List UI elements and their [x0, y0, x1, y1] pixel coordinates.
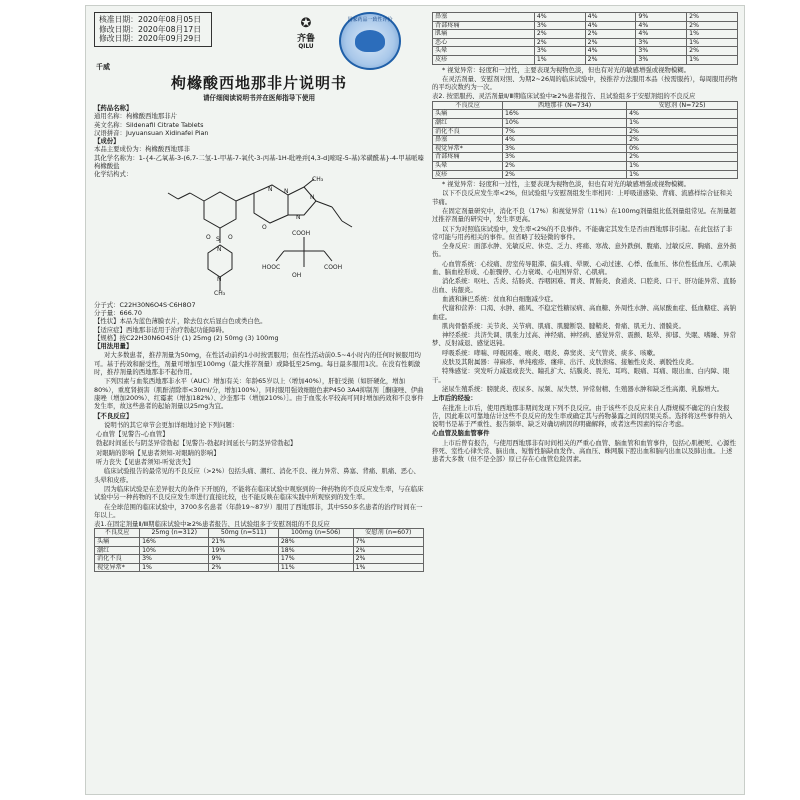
table-cell: 9% — [636, 13, 687, 22]
table-row — [433, 55, 738, 64]
table-cell: 4% — [585, 21, 636, 30]
table-cell: 3% — [534, 47, 585, 56]
table-row — [95, 537, 424, 546]
table2-caption: 表2. 按需服药、灵活剂量Ⅱ/Ⅲ期临床试验中≥2%患者报告、且试验组多于安慰剂组的不良反应 — [432, 92, 696, 101]
svg-text:O: O — [206, 233, 211, 241]
qilu-logo — [284, 16, 328, 48]
table-cell: 4% — [636, 21, 687, 30]
table-cell: 16% — [503, 110, 627, 119]
table1-continued — [432, 12, 738, 65]
table-cell: 消化不良 — [433, 127, 503, 136]
svg-text:O: O — [228, 233, 233, 241]
table-row — [433, 118, 738, 127]
ingredients-heading: 【成份】 — [94, 137, 120, 146]
table-cell: 2% — [353, 555, 423, 564]
table-cell: 3% — [503, 144, 627, 153]
adverse-item: 听力丧失【见患者须知-听觉丧失】 — [96, 458, 195, 467]
table-cell: 视觉异常* — [433, 144, 503, 153]
adverse-item: 心血管【见警告-心血管】 — [96, 430, 169, 439]
table-cell: 21% — [209, 537, 278, 546]
adverse-system-item: 全身反应：面部水肿、光敏反应、休克、乏力、疼痛、寒战、意外跌倒、腹痛、过敏反应、胸痛、意外损伤。 — [432, 242, 736, 259]
table-cell: 18% — [278, 546, 353, 555]
table-cell: 1% — [140, 563, 209, 572]
table-header-cell: 100mg (n=506) — [278, 529, 353, 538]
table-cell: 背部疼痛 — [433, 21, 535, 30]
adverse-system-item: 呼吸系统：哮喘、呼吸困难、喉炎、咽炎、鼻窦炎、支气管炎、痰多、咳嗽。 — [442, 348, 660, 357]
table-cell: 2% — [585, 55, 636, 64]
left-column — [94, 12, 424, 571]
table-cell: 17% — [278, 555, 353, 564]
revision-date-1: 核准日期：2020年08月05日 — [99, 15, 202, 24]
table-row — [433, 136, 738, 145]
elderly-text: 下列因素与血浆西地那非水平（AUC）增加有关：年龄65岁以上（增加40%），肝脏受损（如肝硬化，增加80%），重度肾损害（肌酐清除率<30ml/分，增加100%），同时服用强效细胞色素P450 3A4抑制剂［酮康唑、伊曲康唑（增加200%）、红霉素（增加182%）、沙奎那韦（增加210%）］。由于血浆水平较高可同时增加药效和不良事件发生率，故这些患者的起始剂量以25mg为宜。 — [94, 377, 424, 411]
table-row — [433, 144, 738, 153]
svg-text:COOH: COOH — [292, 229, 311, 237]
table-cell: 3% — [140, 555, 209, 564]
table-cell: 2% — [627, 127, 738, 136]
table-cell: 1% — [627, 170, 738, 179]
table-row — [433, 47, 738, 56]
svg-text:O: O — [262, 223, 267, 231]
svg-text:CH₃: CH₃ — [312, 175, 324, 183]
specification: 【规格】按C22H30N6O4S计 (1) 25mg (2) 50mg (3) 100mg — [94, 333, 279, 342]
table-cell: 1% — [534, 55, 585, 64]
table-cell: 头晕 — [433, 161, 503, 170]
document-title: 枸橼酸西地那非片说明书 — [170, 74, 347, 92]
adverse-system-item: 神经系统：共济失调、肌张力过高、神经痛、神经病、感觉异常、震颤、眩晕、抑郁、失眠、嗜睡、异常梦、反射减退、感觉迟钝。 — [432, 331, 736, 348]
package-insert-sheet — [85, 5, 745, 795]
table-cell: 肌痛 — [433, 30, 535, 39]
table-cell: 0% — [627, 144, 738, 153]
table-cell: 潮红 — [95, 546, 140, 555]
table1-caption: 表1.在固定剂量Ⅱ/Ⅲ期临床试验中≥2%患者报告、且试验组多于安慰剂组的不良反应 — [94, 520, 330, 529]
table-row — [433, 110, 738, 119]
table-header-cell: 不良反应 — [433, 101, 503, 110]
table-cell: 4% — [627, 110, 738, 119]
table-cell: 9% — [209, 555, 278, 564]
clinical-comparison-text: 因为临床试验是在差异很大的条件下开展的，不能将在临床试验中观察到的一种药物的不良反应发生率，与在临床试验中另一种药物的不良反应发生率进行直接比较，也不能反映在临床实践中所观察到的发生率。 — [94, 484, 424, 502]
table-cell: 4% — [636, 30, 687, 39]
post-marketing-text: 在批准上市后，使用西地那非期间发现下列不良反应。由于该些不良反应来自人群规模不确定的自发报告，因此难以可靠地估计这些不良反应的发生率或确定其与药物暴露之间的因果关系。选择将这些事件纳入说明书是基于严重性、报告频率、缺乏对确切病因的明确解释，或者这些因素的综合考虑。 — [432, 403, 733, 429]
table-cell: 恶心 — [433, 38, 535, 47]
seal-text: 国家药品一致性评价 — [347, 17, 393, 23]
controlled-trial-intro: 以下为对照临床试验中，发生率<2%的不良事件。不能确定其发生是否由西地那非引起。在此包括了非常可能与用药相关的事件。但省略了较轻微的事件。 — [432, 224, 733, 241]
table-header-cell: 安慰剂 (N=725) — [627, 101, 738, 110]
table-cell: 2% — [687, 13, 738, 22]
svg-text:N: N — [310, 193, 315, 201]
svg-text:N: N — [268, 185, 273, 193]
adverse-system-item: 代谢和营养：口渴、水肿、痛风、不稳定性糖尿病、高血糖、外周性水肿、高尿酸血症、低血糖症、高钠血症。 — [432, 304, 736, 321]
table-cell: 头痛 — [433, 110, 503, 119]
table-cell: 4% — [503, 136, 627, 145]
table-cell: 2% — [687, 21, 738, 30]
adverse-system-item: 消化系统：呕吐、舌炎、结肠炎、吞咽困难、胃炎、胃肠炎、食道炎、口腔炎、口干、肝功能异常、直肠出血、齿龈炎。 — [432, 277, 736, 294]
table-cell: 10% — [503, 118, 627, 127]
table-header-cell: 25mg (n=312) — [140, 529, 209, 538]
flexible-dose-text: 在灵活剂量、安慰剂对照、为期2~26周的临床试验中，按推荐方法服用本品（按需服药），每周服用药物的平均次数约为一次。 — [432, 74, 738, 92]
revision-dates-box — [94, 12, 212, 47]
revision-date-2: 修改日期：2020年08月17日 — [99, 24, 202, 34]
molecular-weight: 分子量：666.70 — [94, 308, 142, 317]
table-cell: 2% — [209, 563, 278, 572]
visual-note-2: * 视觉异常：轻度和一过性，主要表现为视物色淡，但也有对光的敏感增强或视物模糊。 — [442, 180, 691, 189]
table-cell: 2% — [503, 170, 627, 179]
table-cell: 消化不良 — [95, 555, 140, 564]
drug-name-heading: 【药品名称】 — [94, 104, 133, 112]
table-cell: 10% — [140, 546, 209, 555]
left-body — [94, 104, 424, 572]
adverse-item: 勃起时间延长与阴茎异常勃起【见警告-勃起时间延长与阴茎异常勃起】 — [96, 439, 297, 448]
revision-date-3: 修改日期：2020年09月29日 — [99, 34, 202, 44]
table-cell: 28% — [278, 537, 353, 546]
table-row — [433, 30, 738, 39]
table-row — [433, 153, 738, 162]
table-cell: 16% — [140, 537, 209, 546]
svg-text:N: N — [284, 187, 289, 195]
adverse-system-list — [432, 242, 738, 393]
consistency-evaluation-seal-icon — [339, 12, 401, 70]
indication: 【适应症】西地那非适用于治疗勃起功能障碍。 — [94, 325, 229, 334]
seal-inner-emblem — [355, 30, 385, 52]
table-cell: 1% — [627, 118, 738, 127]
table1-fixed-dose — [94, 528, 424, 572]
table-cell: 11% — [278, 563, 353, 572]
table2-body — [433, 110, 738, 179]
table-row — [95, 546, 424, 555]
svg-text:COOH: COOH — [324, 263, 343, 271]
visual-note-1: * 视觉异常：轻度和一过性，主要表现为视物色淡，但也有对光的敏感增强或视物模糊。 — [442, 65, 691, 74]
table-row — [433, 13, 738, 22]
table-cell: 3% — [636, 55, 687, 64]
table-cell: 背部疼痛 — [433, 153, 503, 162]
fixed-dose-comparison-text: 在固定剂量研究中，消化不良（17%）和视觉异常（11%）在100mg剂量组比低剂量组常见。在剂量超过推荐剂量的研究中，发生率更高。 — [432, 206, 736, 224]
svg-text:S: S — [216, 235, 220, 243]
adverse-system-item: 肌肉骨骼系统：关节炎、关节病、肌痛、肌腱断裂、腱鞘炎、骨痛、肌无力、滑膜炎。 — [442, 321, 685, 330]
svg-text:CH₃: CH₃ — [214, 289, 226, 297]
cardiovascular-text: 上市后曾有报告，与使用西地那非有时间相关的严重心血管、脑血管和血管事件，包括心肌梗死、心源性猝死、室性心律失常、脑出血、短暂性脑缺血发作、高血压、蛛网膜下腔出血和脑内出血以及肺出血。上述患者大多数（但不是全部）原已存在心血管危险因素。 — [432, 438, 736, 464]
table-cell: 2% — [585, 30, 636, 39]
table-cell: 2% — [627, 153, 738, 162]
properties: 【性状】本品为蓝色薄膜衣片，除去包衣后显白色或类白色。 — [94, 317, 267, 326]
chemical-structure-svg — [164, 175, 354, 297]
adverse-system-item: 心血管系统：心绞痛、房室传导阻滞、偏头痛、晕厥、心动过速、心悸、低血压、体位性低血压、心肌缺血、脑血栓形成、心脏骤停、心力衰竭、心电图异常、心肌病。 — [432, 259, 736, 277]
table-header-cell: 安慰剂 (n=607) — [353, 529, 423, 538]
qilu-logo-name: 齐鲁 — [296, 34, 315, 44]
table-cell: 鼻塞 — [433, 136, 503, 145]
adverse-intro: 说明书的其它章节会更加详细地讨论下列问题： — [104, 420, 239, 429]
usage-heading: 【用法用量】 — [94, 342, 133, 351]
table-cell: 皮疹 — [433, 55, 535, 64]
table-row — [433, 170, 738, 179]
table-cell: 3% — [534, 21, 585, 30]
low-incidence-text: 以下不良反应发生率<2%，但试验组与安慰剂组发生率相同：上呼吸道感染、背痛、流感样综合征和关节痛。 — [432, 189, 733, 206]
post-marketing-heading: 上市后的经验： — [432, 394, 477, 403]
adverse-common-text: 临床试验报告的最常见的不良反应（>2%）包括头痛、潮红、消化不良、视力异常、鼻塞、背痛、肌痛、恶心、头晕和皮疹。 — [94, 467, 420, 484]
table-row — [433, 38, 738, 47]
svg-text:N: N — [217, 245, 222, 253]
table-row — [433, 161, 738, 170]
table-header-cell: 西地那非 (N=734) — [503, 101, 627, 110]
generic-name: 通用名称：枸橼酸西地那非片 — [94, 112, 178, 121]
adverse-heading: 【不良反应】 — [94, 411, 133, 420]
qilu-logo-sub: QILU — [298, 44, 314, 50]
right-column — [432, 12, 738, 465]
table-header-cell: 不良反应 — [95, 529, 140, 538]
cardiovascular-heading: 心血管及脑血管事件 — [432, 429, 490, 438]
table2-flexible-dose — [432, 101, 738, 179]
table-cell: 1% — [687, 30, 738, 39]
table-cell: 1% — [353, 563, 423, 572]
usage-text: 对大多数患者，推荐剂量为50mg，在性活动前约1小时按需服用；但在性活动前0.5~4小时内的任何时候服用均可。基于药效和耐受性，剂量可增加至100mg（最大推荐剂量）或降低至25mg。每日最多服用1次。在没有性刺激时，推荐剂量的西地那非不起作用。 — [94, 351, 421, 377]
table-cell: 1% — [627, 161, 738, 170]
document-subtitle: 请仔细阅读说明书并在医师指导下使用 — [202, 94, 316, 102]
adverse-system-item: 皮肤及其附属器：荨麻疹、单纯疱疹、瘙痒、出汗、皮肤溃疡、接触性皮炎、剥脱性皮炎。 — [442, 358, 698, 367]
adverse-system-item: 泌尿生殖系统：膀胱炎、夜尿多、尿频、尿失禁、异常射精、生殖器水肿和缺乏性高潮、乳腺增大。 — [442, 384, 724, 393]
qilu-logo-mark: ✪ — [300, 16, 312, 31]
table-cell: 2% — [627, 136, 738, 145]
trial-population-text: 在全球范围的临床试验中，3700多名患者（年龄19~87岁）服用了西地那非，其中550多名患者的治疗时间在一年以上。 — [94, 502, 423, 519]
english-name: 英文名称：Sildenafil Citrate Tablets — [94, 120, 204, 129]
table-cell: 2% — [503, 161, 627, 170]
adverse-system-item: 特殊感觉：突发听力减退或丧失、瞳孔扩大、结膜炎、畏光、耳鸣、眼痛、耳痛、眼出血、白内障、眼干。 — [432, 367, 730, 384]
svg-text:N: N — [296, 213, 301, 221]
table-cell: 3% — [503, 153, 627, 162]
chemical-name: 其化学名称为：1-{4-乙氧基-3-(6,7-二氢-1-甲基-7-氧代-3-丙基-1H-吡唑并[4,3-d]嘧啶-5-基)苯磺酰基}-4-甲基哌嗪枸橼酸盐 — [94, 153, 424, 171]
table-row — [433, 21, 738, 30]
table-row — [95, 555, 424, 564]
table-cell: 1% — [687, 55, 738, 64]
adverse-item: 对眼睛的影响【见患者须知-对眼睛的影响】 — [96, 448, 220, 457]
table1-continued-body — [433, 13, 738, 65]
structure-label: 化学结构式： — [94, 170, 133, 179]
chemical-structure-diagram — [94, 175, 424, 299]
table-cell: 7% — [353, 537, 423, 546]
table-cell: 3% — [636, 38, 687, 47]
table-cell: 鼻塞 — [433, 13, 535, 22]
table-cell: 2% — [534, 30, 585, 39]
table-header-row — [95, 529, 424, 538]
table-cell: 7% — [503, 127, 627, 136]
main-ingredient: 本品主要成份为：枸橼酸西地那非 — [94, 145, 190, 154]
svg-text:HOOC: HOOC — [262, 263, 281, 271]
table-cell: 皮疹 — [433, 170, 503, 179]
table-cell: 视觉异常* — [95, 563, 140, 572]
table-cell: 3% — [636, 47, 687, 56]
table-header-row — [433, 101, 738, 110]
table-cell: 头痛 — [95, 537, 140, 546]
table-cell: 4% — [585, 13, 636, 22]
table-cell: 4% — [585, 47, 636, 56]
table-cell: 1% — [687, 38, 738, 47]
table-cell: 4% — [534, 13, 585, 22]
table-cell: 2% — [534, 38, 585, 47]
table-cell: 2% — [585, 38, 636, 47]
pinyin-name: 汉语拼音：Juyuansuan Xidinafei Pian — [94, 128, 209, 137]
table-cell: 潮红 — [433, 118, 503, 127]
table-header-cell: 50mg (n=511) — [209, 529, 278, 538]
table-row — [433, 127, 738, 136]
table-cell: 2% — [687, 47, 738, 56]
table1-body — [95, 537, 424, 571]
adverse-system-item: 血液和淋巴系统：贫血和白细胞减少症。 — [442, 294, 558, 303]
table-cell: 2% — [353, 546, 423, 555]
table-cell: 头晕 — [433, 47, 535, 56]
table-row — [95, 563, 424, 572]
svg-text:OH: OH — [292, 271, 302, 279]
table-cell: 19% — [209, 546, 278, 555]
molecular-formula: 分子式：C22H30N6O4S·C6H8O7 — [94, 300, 196, 309]
brand-name: 千威 — [96, 63, 110, 71]
svg-text:N: N — [217, 275, 222, 283]
